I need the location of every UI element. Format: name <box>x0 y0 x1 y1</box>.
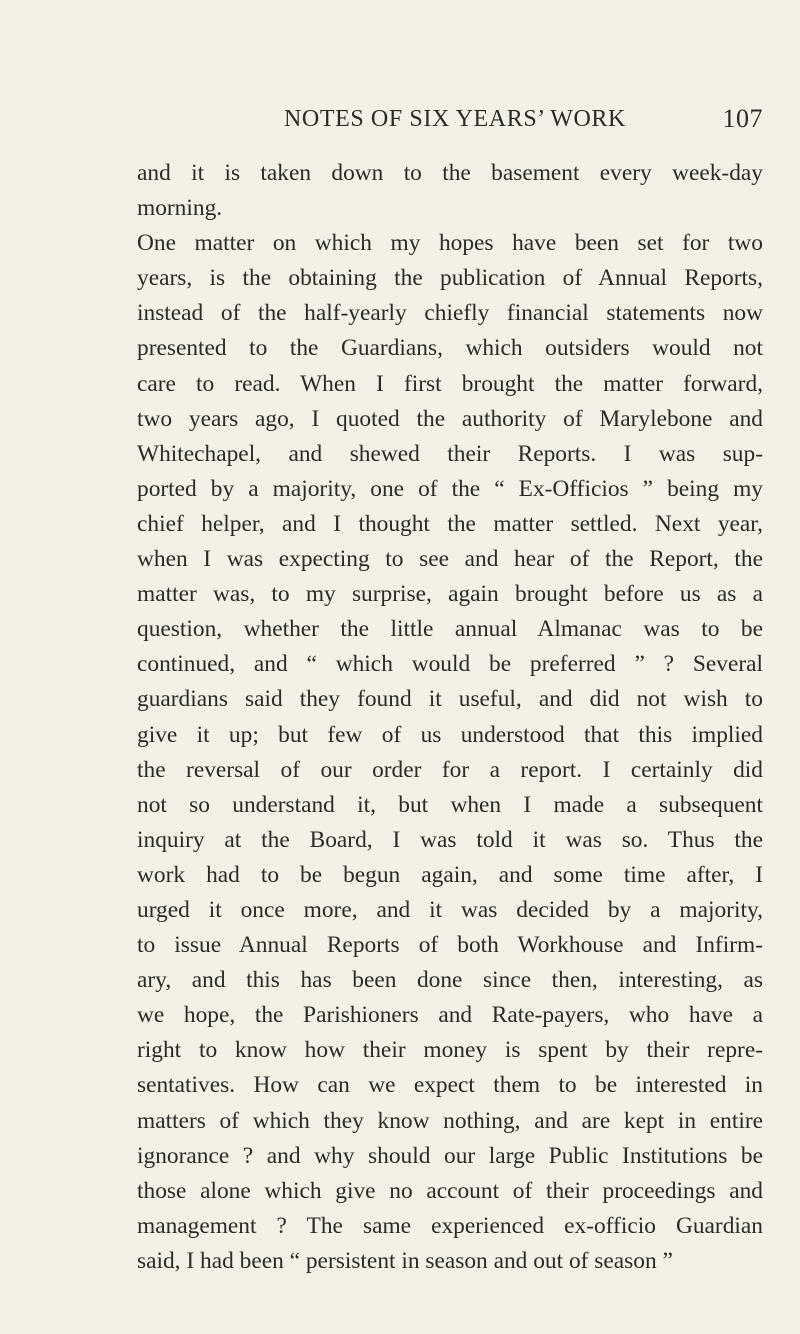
text-line: give it up; but few of us understood that this implied <box>137 721 763 748</box>
text-line: inquiry at the Board, I was told it was so. Thus the <box>137 826 763 853</box>
text-line: when I was expecting to see and hear of the Report, the <box>137 546 763 573</box>
text-line: care to read. When I first brought the matter forward, <box>137 370 763 397</box>
text-line: urged it once more, and it was decided by a majority, <box>137 896 763 923</box>
text-line: right to know how their money is spent by their repre- <box>137 1037 763 1064</box>
text-line: management ? The same experienced ex-officio Guardian <box>137 1212 763 1239</box>
text-line: instead of the half-yearly chiefly financial statements now <box>137 300 763 327</box>
text-line: Whitechapel, and shewed their Reports. I was sup- <box>137 440 763 467</box>
text-line: said, I had been “ persistent in season and out of season ” <box>137 1247 673 1274</box>
running-head <box>137 104 763 144</box>
text-line: matters of which they know nothing, and are kept in entire <box>137 1107 763 1134</box>
text-line: question, whether the little annual Almanac was to be <box>137 616 763 643</box>
text-line: morning. <box>137 195 223 222</box>
text-line: presented to the Guardians, which outsiders would not <box>137 335 763 362</box>
text-line: guardians said they found it useful, and did not wish to <box>137 686 763 713</box>
text-line: not so understand it, but when I made a subsequent <box>137 791 763 818</box>
text-line: continued, and “ which would be preferred ” ? Several <box>137 651 763 678</box>
text-line: work had to be begun again, and some time after, I <box>137 861 763 888</box>
text-line: to issue Annual Reports of both Workhouse and Infirm- <box>137 932 763 959</box>
running-title: NOTES OF SIX YEARS’ WORK <box>284 106 626 132</box>
text-line: ignorance ? and why should our large Public Institutions be <box>137 1142 763 1169</box>
body-text <box>137 156 763 1279</box>
text-line: the reversal of our order for a report. I certainly did <box>137 756 763 783</box>
text-line: chief helper, and I thought the matter settled. Next year, <box>137 510 763 537</box>
text-line: years, is the obtaining the publication of Annual Reports, <box>137 265 763 292</box>
text-line: two years ago, I quoted the authority of Marylebone and <box>137 405 763 432</box>
text-line: matter was, to my surprise, again brought before us as a <box>137 581 763 608</box>
text-line: ported by a majority, one of the “ Ex-Officios ” being my <box>137 475 763 502</box>
text-line: One matter on which my hopes have been set for two <box>137 230 763 257</box>
text-line: sentatives. How can we expect them to be interested in <box>137 1072 763 1099</box>
page-number: 107 <box>722 104 763 133</box>
text-line: and it is taken down to the basement every week-day <box>137 160 763 186</box>
text-line: those alone which give no account of their proceedings and <box>137 1177 763 1204</box>
text-line: ary, and this has been done since then, interesting, as <box>137 967 763 994</box>
text-line: we hope, the Parishioners and Rate-payers, who have a <box>137 1002 763 1029</box>
